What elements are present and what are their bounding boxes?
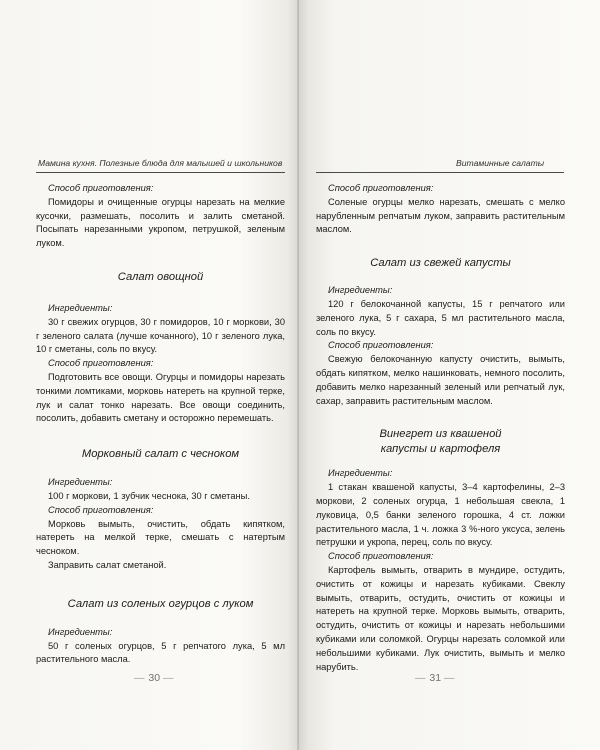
paragraph: Свежую белокочанную капусту очистить, вымыть, обдать кипятком, мелко нашинковать, немного посолить, добавить мелко нарезанный зеленый или репчатый лук, сахар, заправить растительным маслом. <box>316 354 565 406</box>
running-header: Витаминные салаты <box>456 158 545 168</box>
right-page <box>299 0 600 750</box>
section-label: Способ приготовления: <box>328 340 434 351</box>
running-header: Мамина кухня. Полезные блюда для малышей и школьников <box>38 158 283 168</box>
section-label: Способ приготовления: <box>48 358 154 369</box>
recipe-title: Салат овощной <box>117 270 204 283</box>
paragraph: Соленые огурцы мелко нарезать, смешать с мелко нарубленным репчатым луком, заправить растительным маслом. <box>316 196 565 235</box>
page-number-value: 31 <box>429 672 442 684</box>
section-label: Ингредиенты: <box>48 302 113 313</box>
page-number <box>134 672 175 684</box>
page-number <box>415 672 456 684</box>
page-number-value: 30 <box>148 672 161 684</box>
section-label: Способ приготовления: <box>48 504 154 515</box>
recipe-title: Салат из соленых огурцов с луком <box>67 597 254 610</box>
page-content <box>36 182 285 667</box>
paragraph: 120 г белокочанной капусты, 15 г репчатого или зеленого лука, 5 г сахара, 5 мл растительного масла, соль по вкусу. <box>316 298 565 337</box>
paragraph: Помидоры и очищенные огурцы нарезать на мелкие кусочки, размешать, посолить и залить сметаной. Посыпать нарезанными укропом, петрушкой, зеленым луком. <box>36 196 285 249</box>
left-page <box>0 0 299 750</box>
recipe-title: Салат из свежей капусты <box>370 257 511 270</box>
page-number-dash: — <box>163 672 175 684</box>
section-label: Ингредиенты: <box>328 285 393 296</box>
recipe-title: Винегрет из квашеной <box>379 428 502 441</box>
recipe-title-line-2: капусты и картофеля <box>380 443 501 456</box>
header-rule <box>316 172 564 173</box>
section-label: Способ приготовления: <box>328 183 434 193</box>
recipe-title: Морковный салат с чесноком <box>81 448 240 461</box>
paragraph: Заправить салат сметаной. <box>48 559 167 570</box>
section-label: Способ приготовления: <box>328 551 434 562</box>
paragraph: 30 г свежих огурцов, 30 г помидоров, 10 г моркови, 30 г зеленого салата (лучше кочанного), 10 г зеленого лука, 10 г сметаны, соль по вкусу. <box>36 316 285 355</box>
page-number-dash: — <box>444 672 456 684</box>
paragraph: Морковь вымыть, очистить, обдать кипятком, натереть на мелкой терке, смешать с натертым чесноком. <box>36 518 285 557</box>
paragraph: Подготовить все овощи. Огурцы и помидоры нарезать тонкими ломтиками, морковь натереть на крупной терке, лук и салат тонко нарезать. Все овощи соединить, посолить, добавить сметану и осторожно перемешать. <box>36 371 285 424</box>
paragraph: 1 стакан квашеной капусты, 3–4 картофелины, 2–3 моркови, 2 соленых огурца, 1 небольшая свекла, 1 луковица, 0,5 банки зеленого горошка, 4 ст. ложки растительного масла, 1 ч. ложка 3 %-ного уксуса, зелень петрушки и укропа, перец, соль по вкусу. <box>316 482 565 548</box>
section-label: Ингредиенты: <box>328 468 393 479</box>
page-number-dash: — <box>134 672 146 684</box>
section-label: Способ приготовления: <box>48 183 154 193</box>
header-rule <box>36 172 285 173</box>
section-label: Ингредиенты: <box>48 626 113 637</box>
paragraph: Картофель вымыть, отварить в мундире, остудить, очистить от кожицы и нарезать кубиками. Свеклу вымыть, отварить, остудить, очистить от кожицы и натереть на крупной терке. Морковь вымыть, отварить, остудить, очистить от кожицы и нарезать небольшими кубиками или соломкой. Огурцы нарезать соломкой или небольшими кубиками. Лук очистить, вымыть и мелко нарубить. <box>316 564 565 672</box>
page-content <box>316 182 565 674</box>
section-label: Ингредиенты: <box>48 477 113 488</box>
paragraph: 50 г соленых огурцов, 5 г репчатого лука, 5 мл растительного масла. <box>36 640 285 665</box>
paragraph: 100 г моркови, 1 зубчик чеснока, 30 г сметаны. <box>48 490 250 501</box>
page-number-dash: — <box>415 672 427 684</box>
